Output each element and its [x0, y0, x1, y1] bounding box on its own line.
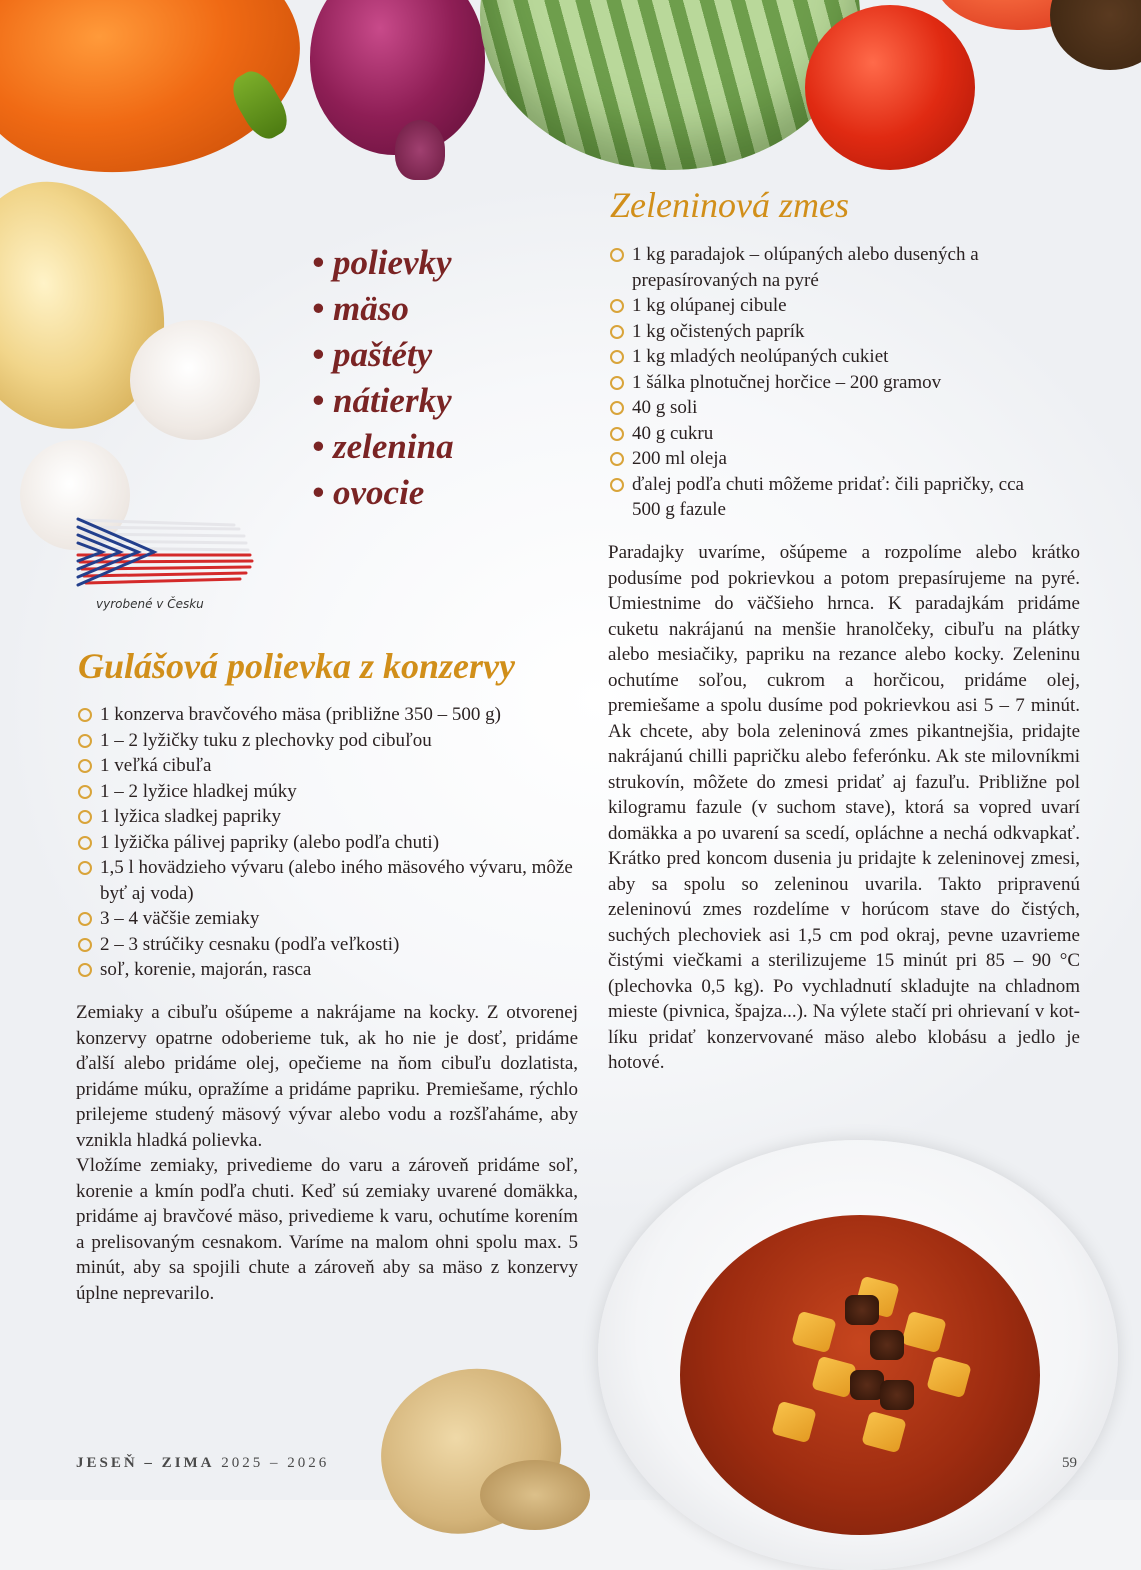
category-item: • polievky [312, 243, 452, 282]
tomato-image [805, 5, 975, 170]
ingredient-item: 3 – 4 väčšie zemiaky [76, 906, 576, 932]
meat-chunk [845, 1295, 879, 1325]
ingredient-item: 1 kg očistených paprík [608, 319, 1048, 345]
footer-season: JESEŇ – ZIMA [76, 1455, 215, 1471]
footer-issue [76, 1455, 329, 1472]
ingredient-item: 1 kg mladých neolúpaných cukiet [608, 344, 1048, 370]
ingredient-item: 1 – 2 lyžice hladkej múky [76, 779, 576, 805]
ingredient-item: 1 lyžička pálivej papriky (alebo podľa chuti) [76, 830, 576, 856]
ingredient-item: 200 ml oleja [608, 446, 1048, 472]
meat-chunk [870, 1330, 904, 1360]
ingredient-item: 40 g soli [608, 395, 1048, 421]
page-number: 59 [1062, 1455, 1077, 1471]
ingredient-item: ďalej podľa chuti môžeme pridať: čili papričky, cca 500 g fazule [608, 472, 1048, 523]
meat-chunk [880, 1380, 914, 1410]
instructions-paragraph-1: Zemiaky a cibuľu ošúpeme a nakrájame na kocky. Z otvorenej konzervy opatrne odoberieme tuk, ak ho nie je dosť, pridáme ďalší alebo pridáme olej, opečieme na ňom cibuľu dozlatista, pridáme múku, opražíme a pridáme papriku. Premiešame, rýchlo prilejeme studený mäsový vývar alebo vodu a rozšľaháme, aby vznikla hladká polievka. [76, 1002, 578, 1151]
ingredient-item: 1 veľká cibuľa [76, 753, 576, 779]
ingredient-item: 2 – 3 strúčiky cesnaku (podľa veľkosti) [76, 932, 576, 958]
ingredient-item: 40 g cukru [608, 421, 1048, 447]
recipe-title-goulash-soup: Gulášová polievka z konzervy [78, 646, 515, 686]
czech-flag-icon [74, 515, 254, 590]
ingredient-item: 1 šálka plnotučnej horčice – 200 gramov [608, 370, 1048, 396]
category-item: • paštéty [312, 335, 433, 374]
meat-chunk [850, 1370, 884, 1400]
instructions-vegetable-mix: Paradajky uvaríme, ošúpeme a rozpolíme alebo krátko podusíme pod pokrievkou a potom prepasírujeme na pyré. Umiestnime do väčšieho hrnca. K paradajkám pridáme cuketu nakrájanú na menšie hranolčeky, cibuľu na plátky alebo mesiačiky, papriku na rezance alebo kocky. Zeleninu ochutíme soľou, cukrom a horčicou, pridáme olej, premiešame a spolu dusíme pod pokrievkou asi 5 – 7 minút. Ak chcete, aby bola zeleninová zmes pikantnejšia, pridajte nakrájanú chilli papričku alebo feferónku. Ak ste milovníkmi strukovín, môžete do zmesi pridať aj fazuľu. Približne pol kilogramu fazule (v suchom stave), ktorá sa vopred uvarí domäkka a po uvarení sa scedí, opláchne a nechá odkvapkať. Krátko pred koncom dusenia ju pridajte k zeleninovej zmesi, aby sa spolu so zeleninou uvarila. Takto pripravenú zeleninovú zmes rozdelíme v horúcom stave do čistých, suchých plechoviek asi 1,5 cm pod okraj, pevne uzavrieme čistými viečkami a sterilizujeme 15 minút pri 85 – 90 °C (plechovka 0,5 kg). Po vychladnutí skladujte na chladnom mieste (pivnica, špajza...). Na výlete stačí pri ohrievaní v kotlíku pridať konzervované mäso alebo klobásu a jedlo je hotové. [608, 542, 1080, 1073]
potato-small-image [480, 1460, 590, 1530]
ingredient-item: 1 lyžica sladkej papriky [76, 804, 576, 830]
footer-years: 2025 – 2026 [221, 1455, 330, 1471]
ingredient-item: 1 konzerva bravčového mäsa (približne 350 – 500 g) [76, 702, 576, 728]
ingredient-item: soľ, korenie, majorán, rasca [76, 957, 576, 983]
garlic-image [130, 320, 260, 440]
flag-caption: vyrobené v Česku [96, 597, 204, 611]
red-onion-tip-image [395, 120, 445, 180]
instructions-goulash-soup [76, 1000, 578, 1306]
ingredient-item: 1,5 l hovädzieho vývaru (alebo iného mäsového vývaru, môže byť aj voda) [76, 855, 576, 906]
category-item: • nátierky [312, 381, 452, 420]
category-item: • zelenina [312, 427, 454, 466]
category-item: • mäso [312, 289, 409, 328]
ingredient-list-goulash-soup [76, 702, 576, 983]
instructions-paragraph-2: Vložíme zemiaky, privedieme do varu a zároveň pridáme soľ, korenie a kmín podľa chuti. Keď sú zemiaky uvarené domäkka, pridáme aj bravčové mäso, privedieme k varu, ochutíme korením a prelisovaným cesnakom. Varíme na malom ohni spolu max. 5 minút, aby sa spojili chute a zároveň aby sa mäso z konzervy úplne neprevarilo. [76, 1155, 578, 1304]
recipe-title-vegetable-mix: Zeleninová zmes [610, 185, 849, 225]
ingredient-item: 1 kg olúpanej cibule [608, 293, 1048, 319]
category-item: • ovocie [312, 473, 425, 512]
ingredient-item: 1 – 2 lyžičky tuku z plechovky pod cibuľou [76, 728, 576, 754]
ingredient-item: 1 kg paradajok – olúpaných alebo dusených a prepasírovaných na pyré [608, 242, 1048, 293]
ingredient-list-vegetable-mix [608, 242, 1048, 523]
category-list [312, 240, 454, 516]
